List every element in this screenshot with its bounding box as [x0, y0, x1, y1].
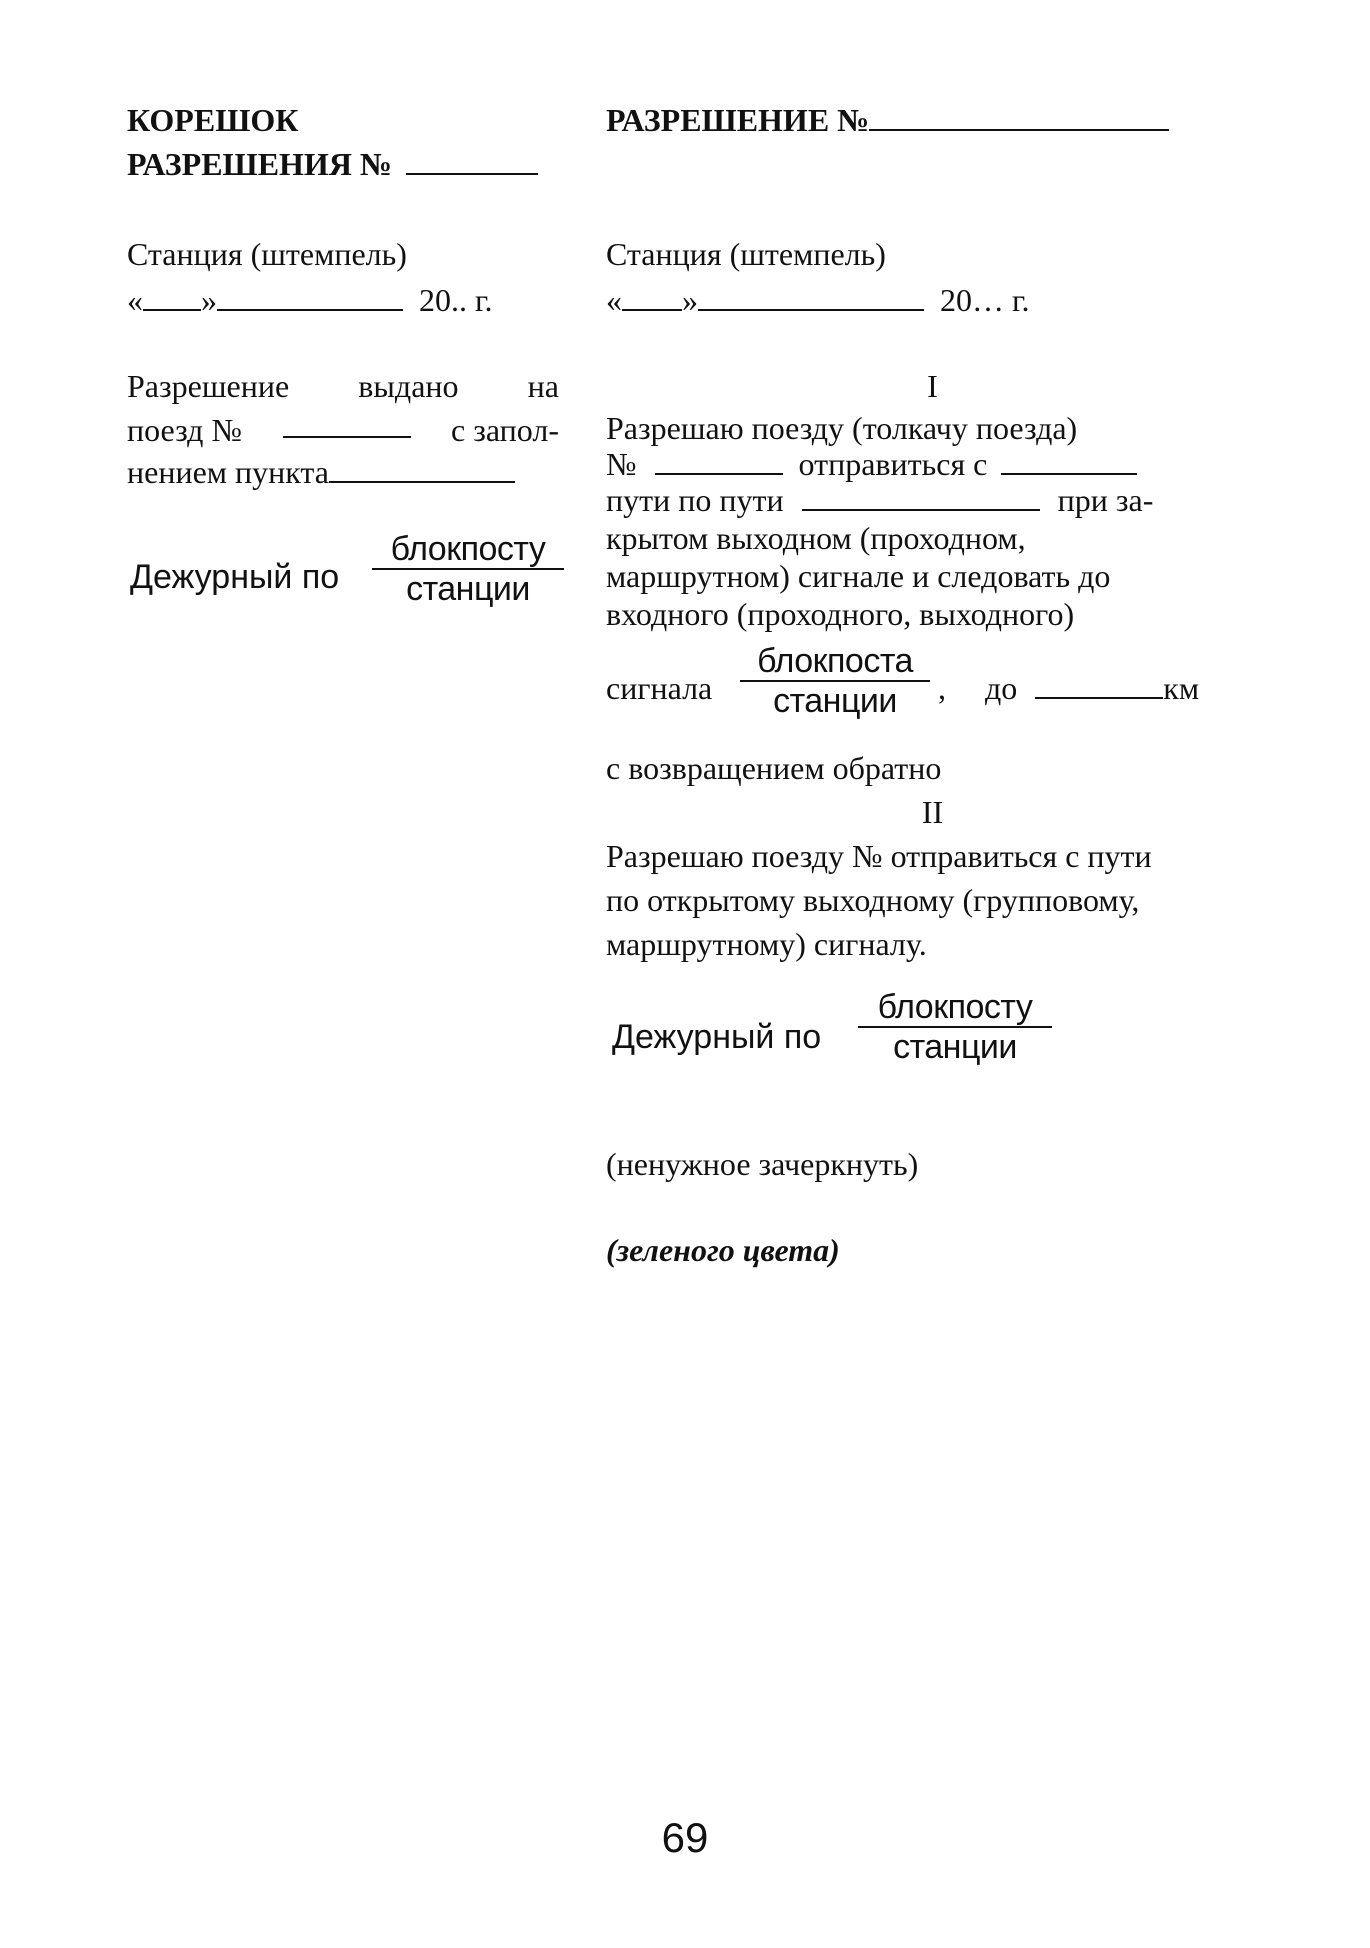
section-two-line1: Разрешаю поезду № отправиться с пути [606, 838, 1152, 874]
section-one-comma: , [938, 670, 946, 706]
stub-train-number-blank[interactable] [283, 412, 411, 438]
section-one-line2 [606, 446, 1137, 482]
section-one-no-sign: № [606, 446, 637, 482]
section-one-return: с возвращением обратно [606, 750, 942, 786]
stub-duty-prefix: Дежурный по [130, 558, 340, 596]
permit-date-close-quote: » [682, 282, 698, 318]
permit-date-line [606, 282, 1030, 318]
permit-duty-prefix: Дежурный по [612, 1018, 822, 1056]
stub-fill-line [127, 454, 515, 490]
section-one-line4: крытом выходном (проходном, [606, 520, 1026, 556]
section-one-train-blank[interactable] [655, 449, 783, 475]
stub-duty-fraction [372, 530, 564, 608]
section-one-to-text: до [985, 670, 1018, 706]
section-one-km-blank[interactable] [1035, 673, 1163, 699]
stub-day-blank[interactable] [143, 285, 201, 311]
stub-number-blank[interactable] [406, 149, 538, 175]
stub-date-year: 20.. г. [419, 282, 493, 318]
color-note: (зеленого цвета) [606, 1232, 840, 1268]
stub-train-prefix: поезд № [127, 412, 242, 448]
permit-station-label: Станция (штемпель) [606, 236, 886, 272]
stub-issued-word3: на [527, 368, 559, 404]
permit-duty-denominator: станции [893, 1028, 1017, 1066]
permit-date-year: 20… г. [940, 282, 1030, 318]
section-one-signal-numerator: блокпоста [757, 642, 913, 680]
stub-point-blank[interactable] [329, 457, 515, 483]
section-one-km-text: км [1163, 670, 1200, 706]
stub-title-line2 [127, 146, 538, 182]
section-one-line6: входного (проходного, выходного) [606, 596, 1075, 632]
page-number: 69 [661, 1814, 709, 1861]
section-one-track-text: пути по пути [606, 482, 784, 518]
stub-issued-line [127, 368, 559, 404]
permit-duty-fraction [858, 988, 1052, 1066]
section-one-distance-line [985, 670, 1199, 706]
stub-duty-numerator: блокпосту [390, 530, 546, 568]
stub-issued-word1: Разрешение [127, 368, 290, 404]
stub-station-label: Станция (штемпель) [127, 236, 407, 272]
permit-number-blank[interactable] [869, 105, 1169, 131]
section-one-depart: отправиться с [798, 446, 988, 482]
section-one-line3 [606, 482, 1153, 518]
stub-issued-word2: выдано [358, 368, 459, 404]
stub-train-line [127, 412, 559, 448]
permit-day-blank[interactable] [622, 285, 682, 311]
section-one-with-text: при за- [1057, 482, 1154, 518]
permit-month-blank[interactable] [698, 285, 924, 311]
stub-title-line1: КОРЕШОК [127, 102, 299, 138]
stub-date-close-quote: » [201, 282, 217, 318]
section-one-signal-denominator: станции [773, 682, 897, 720]
section-one-from-track-blank[interactable] [1001, 449, 1137, 475]
stub-date-line [127, 282, 493, 318]
stub-month-blank[interactable] [217, 285, 403, 311]
stub-title-text: РАЗРЕШЕНИЯ № [127, 146, 393, 182]
section-one-to-track-blank[interactable] [802, 485, 1040, 511]
section-two-line3: маршрутному) сигналу. [606, 926, 927, 962]
section-one-signal-label: сигнала [606, 670, 713, 706]
section-one-heading: I [927, 368, 938, 404]
permit-title-text: РАЗРЕШЕНИЕ № [606, 102, 870, 138]
section-two-line2: по открытому выходному (групповому, [606, 882, 1140, 918]
section-one-line1: Разрешаю поезду (толкачу поезда) [606, 410, 1078, 446]
stub-train-suffix: с запол- [451, 412, 559, 448]
permit-title [606, 102, 1169, 138]
stub-date-open-quote: « [127, 282, 143, 318]
permit-duty-numerator: блокпосту [877, 988, 1033, 1026]
stub-fill-text: нением пункта [127, 454, 329, 490]
section-one-line5: маршрутном) сигнале и следовать до [606, 558, 1111, 594]
stub-duty-denominator: станции [406, 570, 530, 608]
strike-out-note: (ненужное зачеркнуть) [606, 1146, 919, 1182]
permit-date-open-quote: « [606, 282, 622, 318]
section-one-signal-fraction [740, 642, 930, 720]
section-two-heading: II [921, 794, 944, 830]
